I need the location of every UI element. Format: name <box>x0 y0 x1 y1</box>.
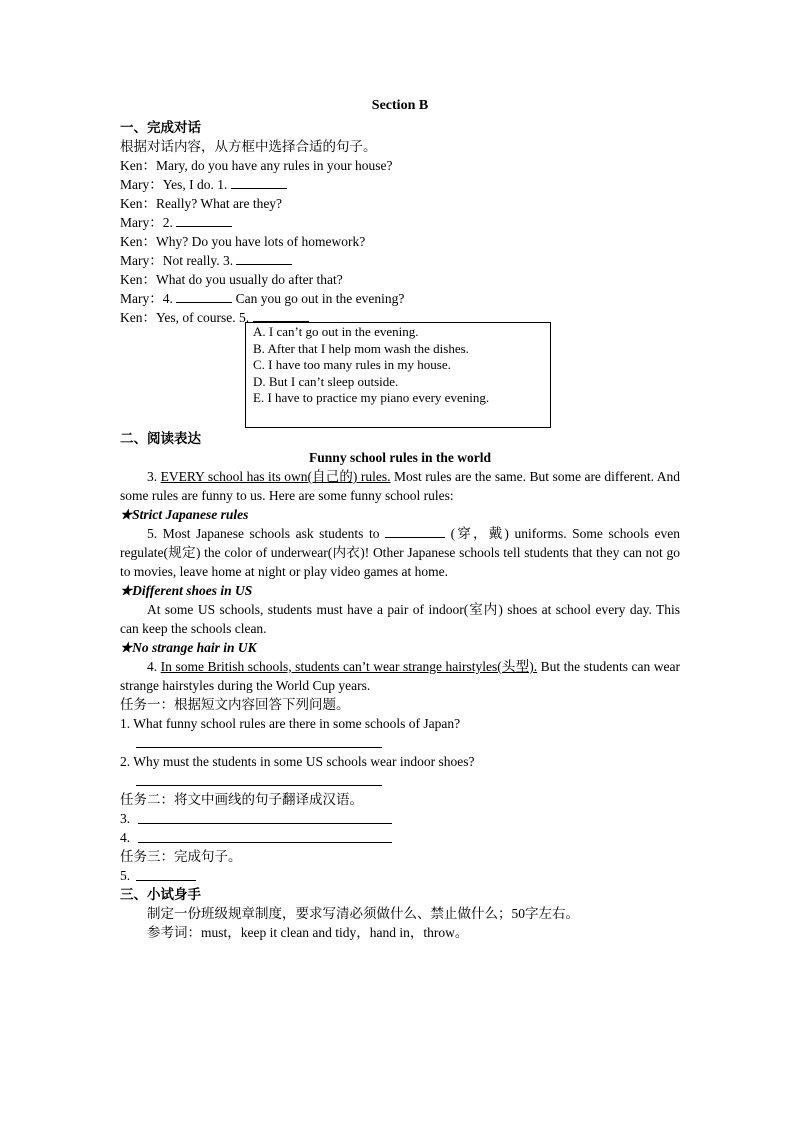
passage-title: Funny school rules in the world <box>309 450 491 465</box>
translation-line-4[interactable]: 4. <box>120 828 680 847</box>
option-c: C. I have too many rules in my house. <box>253 357 451 372</box>
dialogue-line-9: Ken：Yes, of course. 5. <box>120 308 680 327</box>
dialogue-line-3: Ken：Really? What are they? <box>120 196 283 211</box>
answer-line-1[interactable] <box>120 733 680 752</box>
dialogue-line-4: Mary：2. <box>120 213 680 232</box>
translation-line-3[interactable]: 3. <box>120 809 680 828</box>
subheading-uk: ★No strange hair in UK <box>120 640 257 655</box>
complete-line-5[interactable]: 5. <box>120 866 680 885</box>
part2-heading: 二、阅读表达 <box>120 431 201 446</box>
options-box <box>245 322 551 428</box>
passage-paragraph-3: At some US schools, students must have a pair of indoor(室内) shoes at school every day. This can keep the schools clean. <box>120 602 680 636</box>
answer-line-2[interactable] <box>120 771 680 790</box>
part1-instruction: 根据对话内容，从方框中选择合适的句子。 <box>120 139 377 154</box>
dialogue-line-8: Mary：4. Can you go out in the evening? <box>120 291 405 306</box>
option-b: B. After that I help mom wash the dishes. <box>253 340 469 356</box>
part3-instruction: 制定一份班级规章制度，要求写清必须做什么、禁止做什么；50字左右。 <box>147 906 579 921</box>
passage-paragraph-4: 4. In some British schools, students can’t wear strange hairstyles(头型). But the students can wear strange hairstyles during the World Cup years. <box>120 659 680 693</box>
passage-paragraph-1: 3. EVERY school has its own(自己的) rules. Most rules are the same. But some are different. And some rules are funny to us. Here are some funny school rules: <box>120 469 680 503</box>
answer-blank-5[interactable] <box>253 308 309 322</box>
part3-heading: 三、小试身手 <box>120 887 201 902</box>
dialogue-line-6: Mary：Not really. 3. <box>120 251 680 270</box>
underlined-sentence-3: EVERY school has its own(自己的) rules. <box>160 469 391 484</box>
subheading-japan: ★Strict Japanese rules <box>120 507 249 522</box>
answer-blank-passage-5[interactable] <box>385 524 445 538</box>
underlined-sentence-4: In some British schools, students can’t wear strange hairstyles(头型). <box>160 659 538 674</box>
option-e: E. I have to practice my piano every evening. <box>253 390 490 405</box>
subheading-us: ★Different shoes in US <box>120 583 253 598</box>
answer-blank-3[interactable] <box>236 251 292 265</box>
option-a: A. I can’t go out in the evening. <box>253 324 419 339</box>
option-d: D. But I can’t sleep outside. <box>253 373 399 389</box>
answer-blank-1[interactable] <box>231 175 287 189</box>
dialogue-line-2: Mary：Yes, I do. 1. <box>120 175 680 194</box>
answer-blank-4[interactable] <box>176 289 232 303</box>
passage-paragraph-2: 5. Most Japanese schools ask students to (穿，戴) uniforms. Some schools even regulate(规定) the color of underwear(内衣)! Other Japanese schools tell students that they can not go to movies, leave home at night or play video games at home. <box>120 526 681 579</box>
section-title: Section B <box>371 98 429 113</box>
task2-heading: 任务二：将文中画线的句子翻译成汉语。 <box>120 792 363 807</box>
dialogue-line-5: Ken：Why? Do you have lots of homework? <box>120 234 366 249</box>
worksheet-page <box>120 96 680 942</box>
answer-blank-2[interactable] <box>176 213 232 227</box>
task1-heading: 任务一：根据短文内容回答下列问题。 <box>120 697 350 712</box>
dialogue-line-1: Ken：Mary, do you have any rules in your house? <box>120 158 393 173</box>
dialogue-line-7: Ken：What do you usually do after that? <box>120 272 343 287</box>
question-2: 2. Why must the students in some US schools wear indoor shoes? <box>120 754 475 769</box>
task3-heading: 任务三：完成句子。 <box>120 849 242 864</box>
question-1: 1. What funny school rules are there in some schools of Japan? <box>120 716 461 731</box>
part3-keywords: 参考词：must，keep it clean and tidy，hand in，throw。 <box>147 925 469 940</box>
part1-heading: 一、完成对话 <box>120 120 201 135</box>
